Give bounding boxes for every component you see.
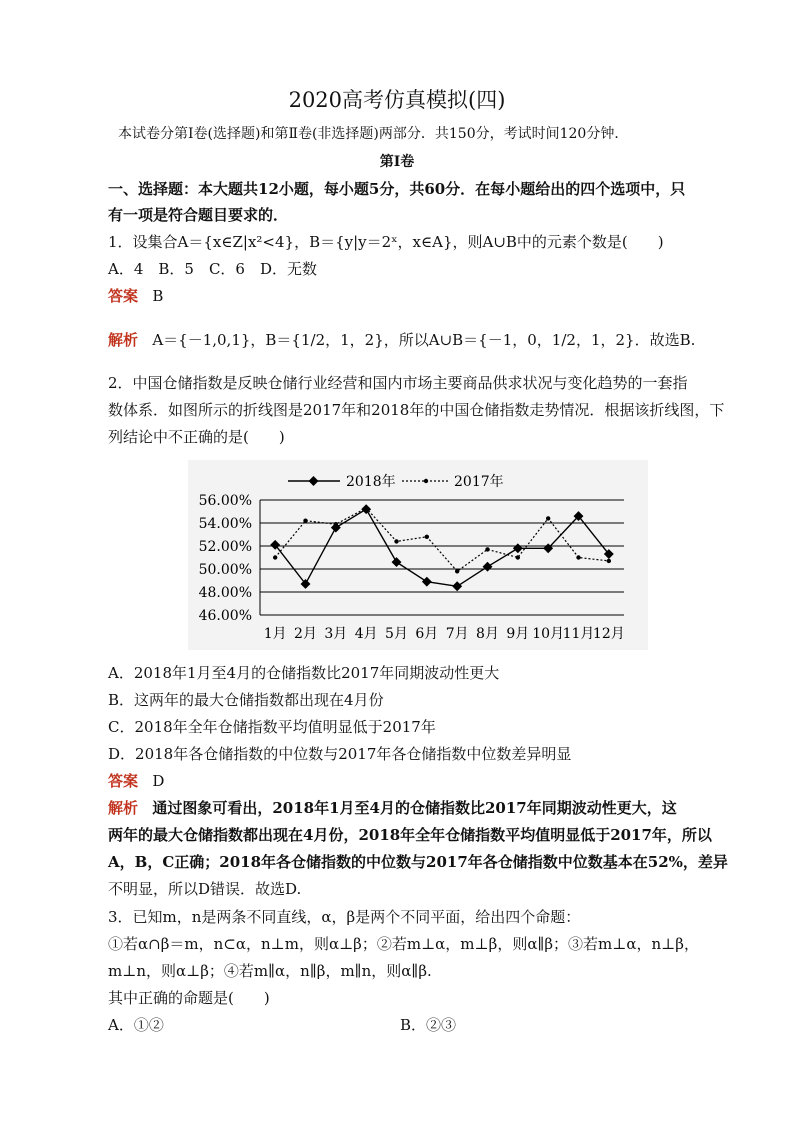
analysis-label: 解析 xyxy=(108,331,139,349)
q3-line-1: 3．已知m，n是两条不同直线，α，β是两个不同平面，给出四个命题： xyxy=(108,908,581,926)
q1-answer: B xyxy=(152,287,164,305)
q3-line-3: m⊥n，则α⊥β；④若m∥α，n∥β，m∥n，则α∥β. xyxy=(108,962,432,980)
q2-line-2: 数体系．如图所示的折线图是2017年和2018年的中国仓储指数走势情况．根据该折线图，下 xyxy=(108,401,725,419)
data-point-2017 xyxy=(576,555,580,559)
data-point-2017 xyxy=(546,516,550,520)
x-tick-label: 5月 xyxy=(385,626,408,642)
legend-marker-2017 xyxy=(424,479,428,483)
exam-subtitle: 本试卷分第Ⅰ卷(选择题)和第Ⅱ卷(非选择题)两部分．共150分，考试时间120分钟． xyxy=(118,126,629,142)
q3-option-b: B．②③ xyxy=(400,1016,457,1034)
data-point-2017 xyxy=(516,555,520,559)
q3-option-a: A．①② xyxy=(108,1016,164,1034)
x-tick-label: 10月 xyxy=(532,626,565,642)
y-tick-label: 50.00% xyxy=(198,562,252,578)
chart-background xyxy=(188,460,648,650)
x-tick-label: 12月 xyxy=(592,626,625,642)
data-point-2017 xyxy=(607,559,611,563)
x-tick-label: 1月 xyxy=(263,626,287,642)
legend-label-2018: 2018年 xyxy=(346,474,396,490)
x-tick-label: 3月 xyxy=(324,626,348,642)
q3-line-2: ①若α∩β＝m，n⊂α，n⊥m，则α⊥β；②若m⊥α，m⊥β，则α∥β；③若m⊥α，n⊥β， xyxy=(108,935,699,953)
intro-line-2: 有一项是符合题目要求的． xyxy=(108,206,289,224)
q2-analysis-line-1: 解析 通过图象可看出，2018年1月至4月的仓储指数比2017年同期波动性更大，这 xyxy=(108,799,677,817)
q1-analysis: A＝{－1,0,1}，B＝{1/2，1，2}，所以A∪B＝{－1，0，1/2，1，2}．故选B. xyxy=(152,331,696,349)
answer-label: 答案 xyxy=(108,772,139,790)
x-tick-label: 11月 xyxy=(562,626,595,642)
data-point-2017 xyxy=(485,547,489,551)
legend-label-2017: 2017年 xyxy=(454,474,504,490)
x-tick-label: 8月 xyxy=(476,626,499,642)
y-tick-label: 56.00% xyxy=(198,493,252,509)
x-tick-label: 2月 xyxy=(294,626,317,642)
q1-analysis-row xyxy=(108,329,695,350)
x-tick-label: 7月 xyxy=(445,626,469,642)
q2-option-b: B．这两年的最大仓储指数都出现在4月份 xyxy=(108,691,384,709)
q2-analysis-line-2: 两年的最大仓储指数都出现在4月份，2018年全年仓储指数平均值明显低于2017年，所以 xyxy=(108,826,712,844)
answer-label: 答案 xyxy=(108,287,139,305)
y-tick-label: 48.00% xyxy=(198,585,252,601)
data-point-2017 xyxy=(303,519,307,523)
data-point-2017 xyxy=(394,539,398,543)
section-heading: 第Ⅰ卷 xyxy=(379,154,415,170)
q2-analysis-line-4: 不明显，所以D错误．故选D. xyxy=(108,880,302,898)
data-point-2017 xyxy=(425,535,429,539)
q1-options: A．4 B．5 C．6 D．无数 xyxy=(108,260,317,278)
q3-line-4: 其中正确的命题是( ) xyxy=(108,989,270,1007)
x-tick-label: 4月 xyxy=(354,626,378,642)
q2-option-d: D．2018年各仓储指数的中位数与2017年各仓储指数中位数差异明显 xyxy=(108,745,572,763)
q1-text: 1．设集合A＝{x∈Z|x²<4}，B＝{y|y＝2ˣ，x∈A}，则A∪B中的元素个数是( ) xyxy=(108,233,664,251)
y-tick-label: 52.00% xyxy=(198,539,252,555)
q2-answer: D xyxy=(152,772,165,790)
y-tick-label: 54.00% xyxy=(198,516,252,532)
warehouse-index-chart xyxy=(188,460,648,650)
x-tick-label: 9月 xyxy=(506,626,530,642)
q1-answer-row xyxy=(108,285,163,306)
q2-option-a: A．2018年1月至4月的仓储指数比2017年同期波动性更大 xyxy=(108,664,500,682)
x-tick-label: 6月 xyxy=(415,626,439,642)
q2-answer-row xyxy=(108,770,164,791)
q2-analysis-line-3: A，B，C正确；2018年各仓储指数的中位数与2017年各仓储指数中位数基本在52%，差异 xyxy=(108,853,728,871)
q2-line-3: 列结论中不正确的是( ) xyxy=(108,428,285,446)
q2-option-c: C．2018年全年仓储指数平均值明显低于2017年 xyxy=(108,718,436,736)
q2-line-1: 2．中国仓储指数是反映仓储行业经营和国内市场主要商品供求状况与变化趋势的一套指 xyxy=(108,374,688,392)
analysis-label: 解析 xyxy=(108,799,139,817)
intro-line-1: 一、选择题：本大题共12小题，每小题5分，共60分．在每小题给出的四个选项中，只 xyxy=(108,180,686,198)
page-title: 2020高考仿真模拟(四) xyxy=(288,88,506,112)
data-point-2017 xyxy=(455,569,459,573)
data-point-2017 xyxy=(273,555,277,559)
y-tick-label: 46.00% xyxy=(198,608,252,624)
